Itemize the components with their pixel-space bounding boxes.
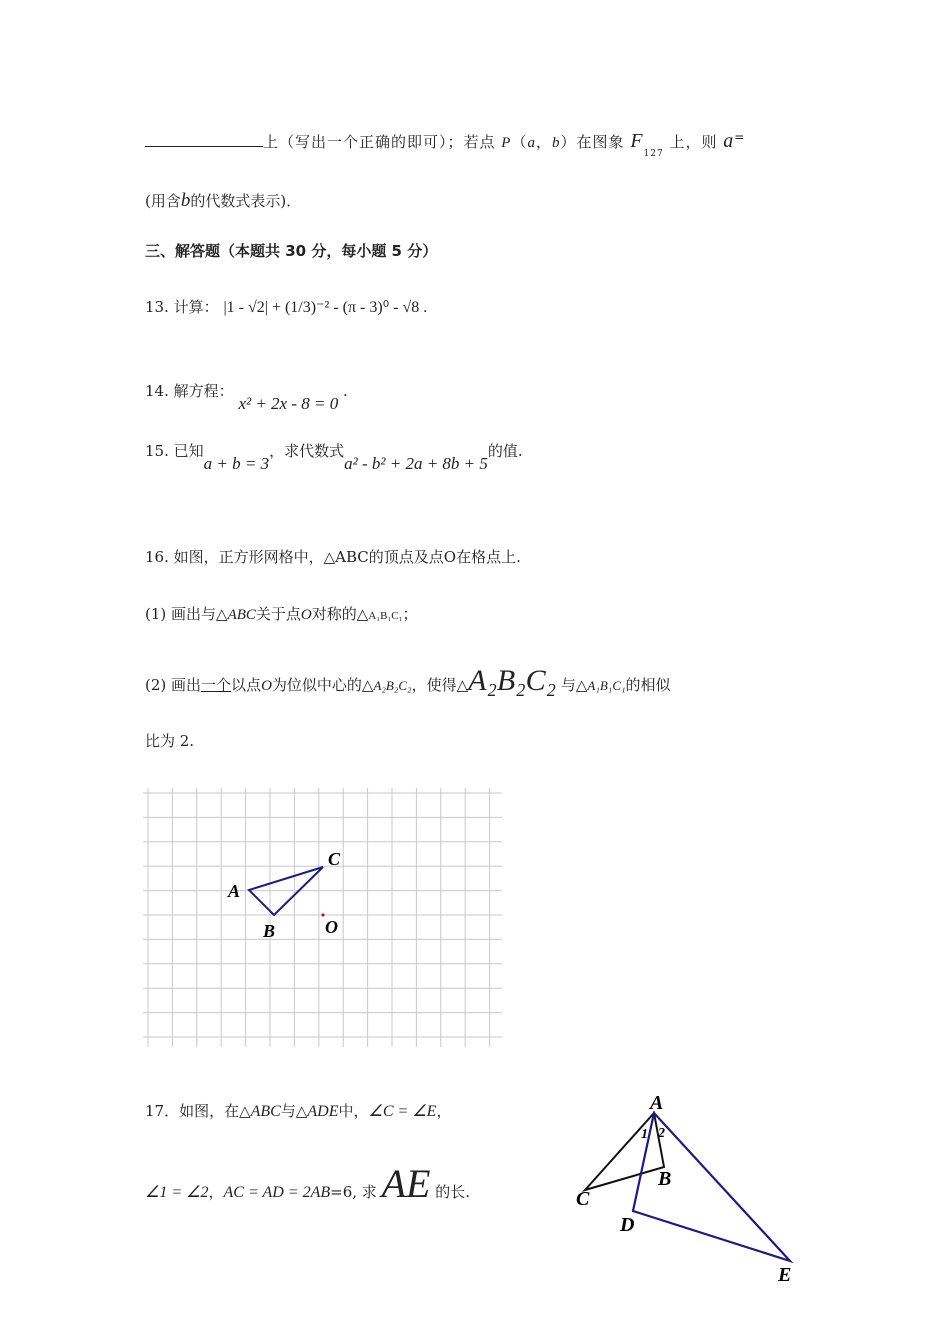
label-a: A xyxy=(228,881,241,901)
q17-line1: 17．如图，在△ABC与△ADE中，∠C = ∠E， xyxy=(145,1102,452,1120)
q13-expression: |1 - √2| + (1/3)⁻² - (π - 3)⁰ - √8 . xyxy=(223,299,428,316)
label-angle-1: 1 xyxy=(641,1127,648,1142)
label-b: B xyxy=(263,921,276,941)
section-title: 三、解答题（本题共 30 分，每小题 5 分） xyxy=(145,242,438,260)
label-e: E xyxy=(778,1264,792,1285)
q16-part1: (1) 画出与△ABC关于点O对称的△A₁B₁C₁； xyxy=(145,605,418,623)
q14: 14. 解方程： x² + 2x - 8 = 0 . xyxy=(145,382,348,413)
q12-line1: 上（写出一个正确的即可）；若点 P（a，b）在图象 $F_{127}$ 上，则 a= xyxy=(145,130,745,159)
q14-equation: x² + 2x - 8 = 0 xyxy=(238,394,339,413)
answer-blank xyxy=(145,134,263,147)
label-angle-2: 2 xyxy=(658,1126,665,1141)
triangle-figure xyxy=(570,1085,810,1285)
label-a: A xyxy=(650,1092,664,1114)
q16-part2: (2) 画出一个以点O为位似中心的△A₂B₂C₂，使得△A₂B₂C₂ 与△A₁B₁C₁的相似 xyxy=(145,664,671,697)
label-o: O xyxy=(325,917,338,937)
q17-line2: ∠1 = ∠2，AC = AD = 2AB=6, 求 AE 的长. xyxy=(145,1161,470,1206)
label-c: C xyxy=(328,849,341,869)
grid-lines xyxy=(143,788,502,1047)
q16-part2-line2: 比为 2. xyxy=(145,732,195,750)
label-d: D xyxy=(620,1214,635,1236)
grid-figure xyxy=(140,785,505,1050)
q16-intro: 16. 如图，正方形网格中，△ABC的顶点及点O在格点上. xyxy=(145,548,521,566)
q12-line2: (用含b的代数式表示)． xyxy=(145,190,302,211)
label-c: C xyxy=(576,1188,590,1210)
label-b: B xyxy=(658,1168,672,1190)
q13: 13. 计算： |1 - √2| + (1/3)⁻² - (π - 3)⁰ - √8 . xyxy=(145,298,428,316)
q15: 15. 已知a + b = 3，求代数式a² - b² + 2a + 8b + 5的值. xyxy=(145,442,523,473)
triangle-ade xyxy=(633,1113,790,1261)
